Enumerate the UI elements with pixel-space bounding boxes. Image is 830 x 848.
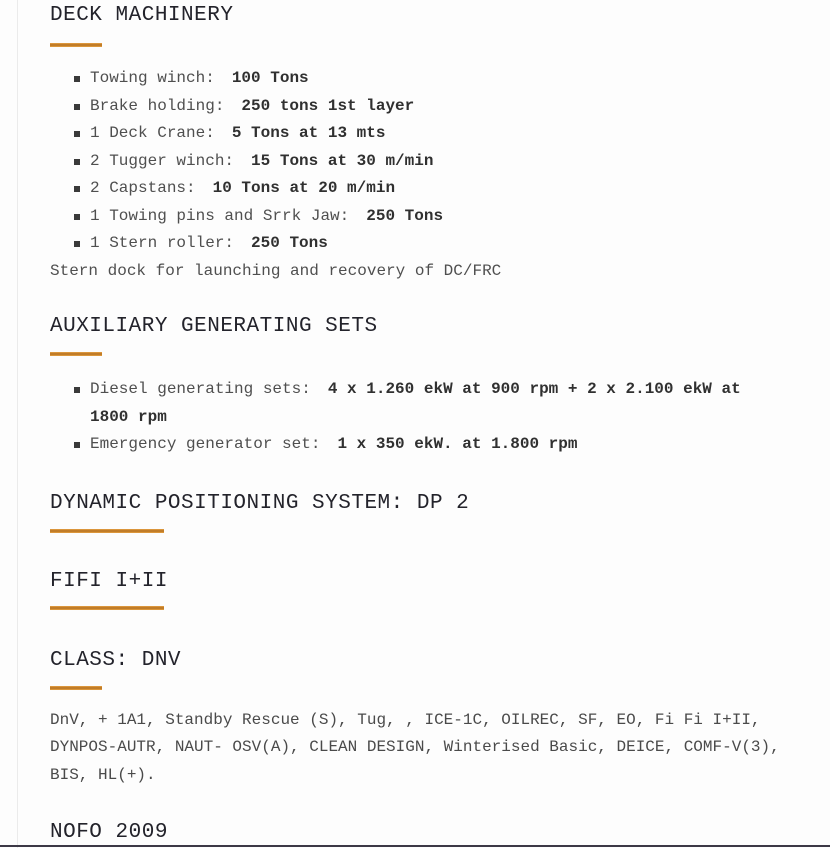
spec-label: 1 Towing pins and Srrk Jaw: (90, 206, 350, 225)
spec-value: 250 Tons (366, 206, 444, 225)
spec-label: Diesel generating sets: (90, 380, 311, 398)
spec-value: 4 x 1.260 ekW at 900 rpm + 2 x 2.100 ekW at 1800 rpm (90, 380, 741, 426)
accent-rule (50, 606, 164, 610)
deck-machinery-list (50, 65, 790, 258)
bullet-icon (74, 76, 80, 82)
spec-label: 1 Deck Crane: (90, 124, 215, 142)
section-title-class: CLASS: DNV (50, 648, 182, 672)
spec-label: Emergency generator set: (90, 435, 321, 453)
list-item (50, 175, 790, 203)
accent-rule (50, 43, 102, 47)
accent-rule (50, 686, 102, 690)
list-item (50, 148, 790, 176)
spec-label: 2 Capstans: (90, 179, 196, 197)
spec-label: 2 Tugger winch: (90, 151, 235, 170)
bullet-icon (74, 214, 80, 220)
spec-label: Towing winch: (90, 69, 215, 87)
spec-value: 10 Tons at 20 m/min (212, 179, 396, 197)
accent-rule (50, 352, 102, 356)
bullet-icon (74, 387, 80, 393)
bullet-icon (74, 241, 80, 247)
bullet-icon (74, 442, 80, 448)
section-title-dynamic-positioning: DYNAMIC POSITIONING SYSTEM: DP 2 (50, 491, 470, 515)
bullet-icon (74, 186, 80, 192)
spec-value: 250 Tons (251, 234, 328, 252)
section-title-nofo: NOFO 2009 (50, 821, 168, 844)
accent-rule (50, 529, 164, 533)
spec-label: Brake holding: (90, 96, 225, 115)
spec-document (50, 0, 790, 846)
list-item (50, 203, 790, 231)
bullet-icon (74, 104, 80, 110)
bullet-icon (74, 159, 80, 165)
bottom-border-line (0, 845, 830, 847)
spec-value: 5 Tons at 13 mts (231, 124, 386, 142)
spec-value: 1 x 350 ekW. at 1.800 rpm (337, 435, 578, 453)
class-notation-paragraph: DnV, + 1A1, Standby Rescue (S), Tug, , ICE-1C, OILREC, SF, EO, Fi Fi I+II, DYNPOS-AUTR, NAUT- OSV(A), CLEAN DESIGN, Winterised Basic, DEICE, COMF-V(3), BIS, HL(+). (50, 710, 780, 784)
list-item (50, 230, 790, 258)
stern-dock-note: Stern dock for launching and recovery of DC/FRC (50, 261, 502, 280)
spec-label: 1 Stern roller: (90, 234, 235, 252)
section-title-fifi: FIFI I+II (50, 569, 168, 593)
auxiliary-generating-list (50, 376, 790, 459)
list-item (50, 93, 790, 121)
spec-value: 250 tons 1st layer (241, 96, 415, 115)
section-title-auxiliary-generating-sets: AUXILIARY GENERATING SETS (50, 315, 378, 338)
section-title-deck-machinery: DECK MACHINERY (50, 4, 234, 27)
spec-value: 100 Tons (231, 69, 309, 87)
list-item (50, 120, 790, 148)
spec-value: 15 Tons at 30 m/min (251, 151, 434, 170)
left-margin-line (17, 0, 18, 848)
list-item (50, 376, 790, 431)
list-item (50, 431, 790, 459)
list-item (50, 65, 790, 93)
bullet-icon (74, 131, 80, 137)
